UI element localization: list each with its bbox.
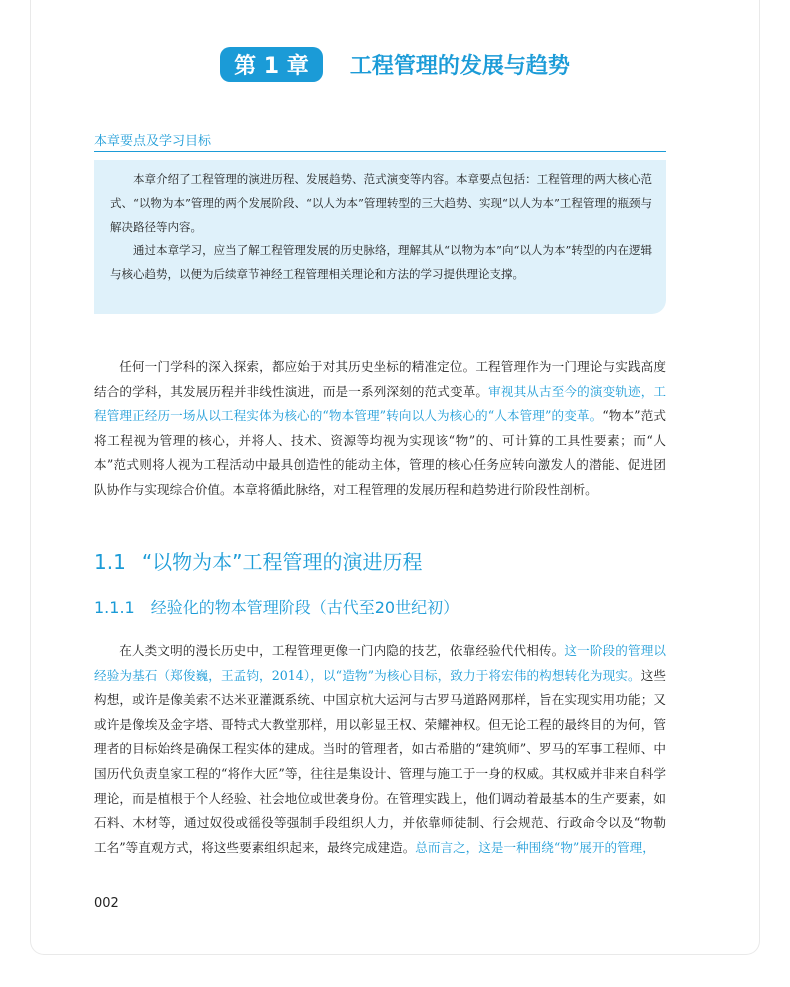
chapter-badge: 第 1 章 xyxy=(220,47,323,82)
subsection-number: 1.1.1 xyxy=(94,598,135,617)
subsection-title: 经验化的物本管理阶段（古代至20世纪初） xyxy=(150,598,460,617)
section-title: “以物为本”工程管理的演进历程 xyxy=(141,550,423,574)
intro-text-1: 任何一门学科的深入探索，都应始于对其历史坐标的精准定位。工程管理作为一门理论与实践高度结合的学科，其发展历程并非线性演进，而是一系列深刻的范式变革。 xyxy=(94,359,666,399)
section-text-2: 这些构想，或许是像美索不达米亚灌溉系统、中国京杭大运河与古罗马道路网那样，旨在实现实用功能；又或许是像埃及金字塔、哥特式大教堂那样，用以彰显王权、荣耀神权。但无论工程的最终目的为何，管理者的目标始终是确保工程实体的建成。当时的管理者，如古希腊的“建筑师”、罗马的军事工程师、中国历代负责皇家工程的“将作大匠”等，往往是集设计、管理与施工于一身的权威。其权威并非来自科学理论，而是植根于个人经验、社会地位或世袭身份。在管理实践上，他们调动着最基本的生产要素，如石料、木材等，通过奴役或徭役等强制手段组织人力，并依靠师徒制、行会规范、行政命令以及“物勒工名”等直观方式，将这些要素组织起来，最终完成建造。 xyxy=(94,667,666,855)
intro-highlight: 审视其从古至今的演变轨迹，工程管理正经历一场从以工程实体为核心的“物本管理”转向以人为核心的“人本管理”的变革。 xyxy=(94,383,667,424)
subsection-heading xyxy=(94,597,459,619)
intro-body xyxy=(94,355,666,503)
objectives-heading-label: 本章要点及学习目标 xyxy=(94,134,219,149)
section-paragraph xyxy=(94,639,666,860)
chapter-title: 工程管理的发展与趋势 xyxy=(349,54,570,79)
section-highlight-2: 总而言之，这是一种围绕“物”展开的管理， xyxy=(415,839,655,855)
section-heading xyxy=(94,549,423,575)
section-highlight-1: 这一阶段的管理以经验为基石（郑俊巍，王孟钧，2014），以“造物”为核心目标，致力于将宏伟的构想转化为现实。 xyxy=(94,643,667,683)
objectives-box xyxy=(94,160,666,314)
page-number: 002 xyxy=(94,896,119,911)
section-text-1: 在人类文明的漫长历史中，工程管理更像一门内隐的技艺，依靠经验代代相传。 xyxy=(119,643,565,658)
section-number: 1.1 xyxy=(94,550,126,574)
objectives-paragraph-1: 本章介绍了工程管理的演进历程、发展趋势、范式演变等内容。本章要点包括：工程管理的两大核心范式、“以物为本”管理的两个发展阶段、“以人为本”管理转型的三大趋势、实现“以人为本”工程管理的瓶颈与解决路径等内容。 xyxy=(110,172,652,234)
section-body xyxy=(94,639,666,860)
intro-paragraph xyxy=(94,355,666,503)
objectives-paragraph-2: 通过本章学习，应当了解工程管理发展的历史脉络，理解其从“以物为本”向“以人为本”转型的内在逻辑与核心趋势，以便为后续章节神经工程管理相关理论和方法的学习提供理论支撑。 xyxy=(110,243,652,282)
intro-text-2: “物本”范式将工程视为管理的核心，并将人、技术、资源等均视为实现该“物”的、可计算的工具性要素；而“人本”范式则将人视为工程活动中最具创造性的能动主体，管理的核心任务应转向激发人的潜能、促进团队协作与实现综合价值。本章将循此脉络，对工程管理的发展历程和趋势进行阶段性剖析。 xyxy=(94,408,666,497)
chapter-header xyxy=(0,47,790,82)
objectives-heading xyxy=(94,134,666,152)
